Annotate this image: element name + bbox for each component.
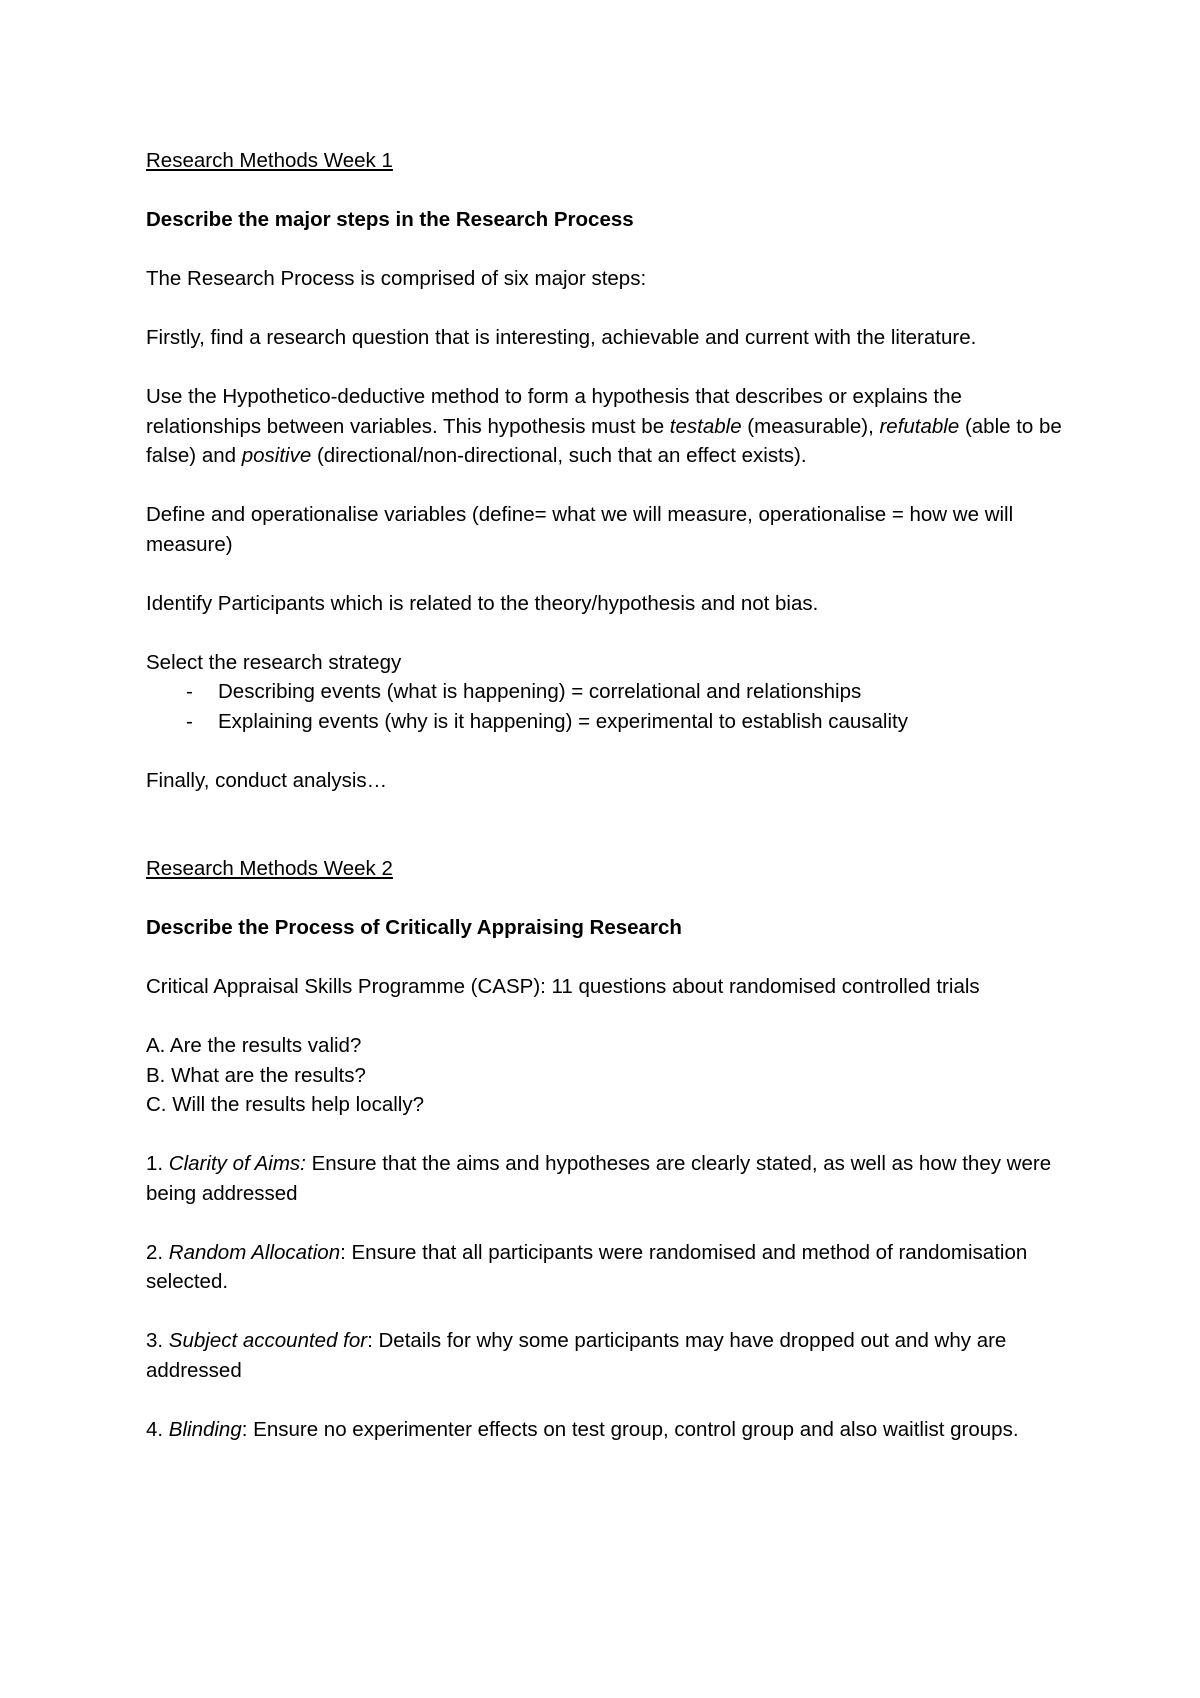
week1-hypothesis-paragraph (146, 382, 1076, 471)
week1-strategy-block (146, 648, 1076, 737)
document-page (146, 146, 1076, 1474)
list-item: - Describing events (what is happening) = correlational and relationships (146, 677, 1076, 707)
hypothesis-term-positive: positive (241, 444, 312, 467)
week1-intro: The Research Process is comprised of six major steps: (146, 267, 647, 290)
casp-item-1 (146, 1149, 1076, 1208)
hypothesis-text-b: (measurable), (741, 414, 880, 438)
week2-abc-list (146, 1031, 1076, 1120)
item-text: Ensure that the aims and hypotheses are clearly stated, as well as how they were being addressed (146, 1152, 1052, 1205)
hypothesis-text-d: (directional/non-directional, such that an effect exists). (311, 444, 807, 467)
item-text: : Ensure that all participants were randomised and method of randomisation selected. (146, 1240, 1028, 1293)
item-term: Blinding (168, 1417, 242, 1441)
casp-item-4 (146, 1415, 1076, 1445)
item-term: Subject accounted for (168, 1329, 368, 1352)
hypothesis-text-c: (able to be false) and (146, 414, 1062, 467)
casp-item-2 (146, 1238, 1076, 1297)
list-item: C. Will the results help locally? (146, 1093, 424, 1116)
strategy-list (146, 677, 1076, 736)
week2-casp: Critical Appraisal Skills Programme (CASP): 11 questions about randomised controlled trials (146, 975, 980, 998)
item-number: 1. (146, 1152, 169, 1175)
week2-heading: Research Methods Week 2 (146, 857, 393, 880)
item-text: : Details for why some participants may have dropped out and why are addressed (146, 1329, 1007, 1382)
item-term: Clarity of Aims: (168, 1152, 306, 1175)
week1-strategy-label: Select the research strategy (146, 650, 402, 674)
item-text: : Ensure no experimenter effects on test group, control group and also waitlist groups. (241, 1417, 1019, 1441)
item-number: 3. (146, 1329, 169, 1352)
week1-define-variables: Define and operationalise variables (define= what we will measure, operationalise = how we will measure) (146, 503, 1014, 556)
hypothesis-term-refutable: refutable (879, 414, 960, 438)
week1-heading: Research Methods Week 1 (146, 149, 393, 172)
casp-item-3 (146, 1326, 1076, 1385)
week1-finally: Finally, conduct analysis… (146, 768, 388, 792)
week1-step-first: Firstly, find a research question that is interesting, achievable and current with the literature. (146, 326, 977, 349)
item-number: 2. (146, 1240, 169, 1264)
week1-participants: Identify Participants which is related to the theory/hypothesis and not bias. (146, 591, 819, 615)
item-number: 4. (146, 1417, 169, 1441)
week2-question: Describe the Process of Critically Appraising Research (146, 916, 682, 939)
list-item: - Explaining events (why is it happening) = experimental to establish causality (146, 707, 1076, 737)
hypothesis-term-testable: testable (669, 414, 742, 438)
item-term: Random Allocation (168, 1240, 341, 1264)
hypothesis-text-a: Use the Hypothetico-deductive method to form a hypothesis that describes or explains the relationships between variables. This hypothesis must be (146, 385, 962, 438)
list-item: A. Are the results valid? (146, 1034, 362, 1057)
week1-question: Describe the major steps in the Research Process (146, 208, 634, 231)
list-item: B. What are the results? (146, 1063, 366, 1087)
